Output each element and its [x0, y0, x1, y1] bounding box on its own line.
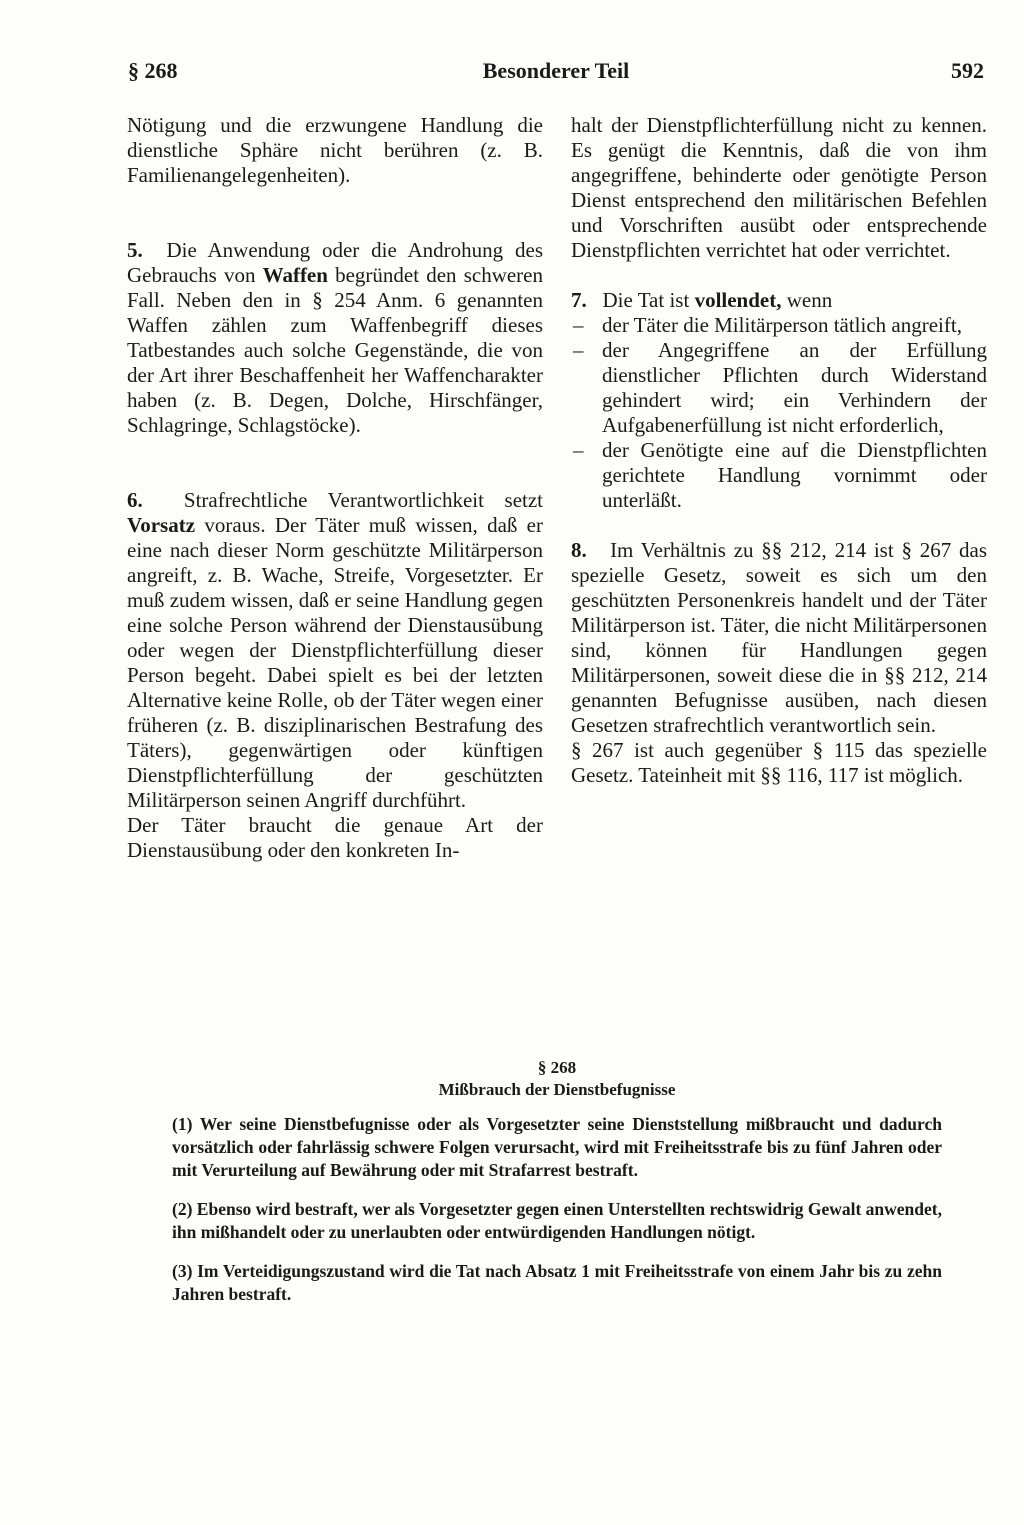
annotation-8-continued: § 267 ist auch gegenüber § 115 das spezielle Gesetz. Tateinheit mit §§ 116, 117 ist möglich.	[571, 738, 987, 787]
annotation-number: 6.	[127, 488, 143, 512]
list-item: – der Angegriffene an der Erfüllung dienstlicher Pflichten durch Widerstand gehindert wird; ein Verhindern der Aufgabenerfüllung ist nicht erforderlich,	[571, 338, 987, 438]
section-number: § 268	[537, 1058, 577, 1077]
annotation-text: Strafrechtliche Verantwortlichkeit setzt	[183, 488, 544, 512]
annotation-8	[571, 538, 987, 738]
left-column	[127, 113, 543, 863]
annotation-text: begründet den schweren Fall. Neben den in § 254 Anm. 6 genannten Waffen zählen zum Waffenbegriff dieses Tatbestandes auch solche Gegenstände, die von der Art ihrer Beschaffenheit her Waffencharakter haben (z. B. Degen, Dolche, Hirschfänger, Schlagringe, Schlagstöcke).	[127, 263, 543, 437]
annotation-text: Die Tat ist	[602, 288, 690, 312]
page-header	[128, 58, 984, 90]
statute-paragraph: (3) Im Verteidigungszustand wird die Tat nach Absatz 1 mit Freiheitsstrafe von einem Jahr bis zu zehn Jahren bestraft.	[172, 1261, 942, 1304]
condition-list	[571, 313, 987, 513]
header-section-number: § 268	[128, 58, 178, 83]
continued-paragraph: halt der Dienstpflichterfüllung nicht zu kennen. Es genügt die Kenntnis, daß die von ihm angegriffene, behinderte oder genötigte Person Dienst entsprechend den militärischen Befehlen und Vorschriften ausübt oder entsprechende Dienstpflichten verrichtet hat oder verrichtet.	[571, 113, 987, 262]
bold-term: Vorsatz	[127, 513, 196, 537]
statute-section	[172, 1057, 942, 1322]
annotation-6-continued: Der Täter braucht die genaue Art der Dienstausübung oder den konkreten In-	[127, 813, 543, 862]
page-number: 592	[951, 58, 984, 83]
list-item: – der Genötigte eine auf die Dienstpflichten gerichtete Handlung vornimmt oder unterläßt.	[571, 438, 987, 513]
annotation-5	[127, 238, 543, 438]
annotation-text: Die Anwendung oder die Androhung des Gebrauchs von	[127, 238, 544, 287]
list-item: – der Täter die Militärperson tätlich angreift,	[571, 313, 987, 338]
annotation-text: Im Verhältnis zu §§ 212, 214 ist § 267 das spezielle Gesetz, soweit es sich um den geschützten Personenkreis handelt und der Täter Militärperson ist. Täter, die nicht Militärpersonen sind, können für Handlungen gegen Militärpersonen, soweit diese die in §§ 212, 214 genannten Befugnisse ausüben, nach diesen Gesetzen strafrechtlich verantwortlich sein.	[571, 538, 987, 737]
annotation-6	[127, 488, 543, 813]
statute-paragraph: (1) Wer seine Dienstbefugnisse oder als Vorgesetzter seine Dienststellung mißbraucht und dadurch vorsätzlich oder fahrlässig schwere Folgen verursacht, wird mit Freiheitsstrafe bis zu fünf Jahren oder mit Verurteilung auf Bewährung oder mit Strafarrest bestraft.	[172, 1114, 942, 1180]
statute-paragraph: (2) Ebenso wird bestraft, wer als Vorgesetzter gegen einen Unterstellten rechtswidrig Gewalt anwendet, ihn mißhandelt oder zu unerlaubten oder entwürdigenden Handlungen nötigt.	[172, 1199, 942, 1242]
annotation-text: wenn	[786, 288, 833, 312]
annotation-number: 5.	[127, 238, 143, 262]
bold-term: vollendet,	[694, 288, 782, 312]
running-title: Besonderer Teil	[482, 58, 630, 83]
right-column	[571, 113, 987, 788]
continued-paragraph: Nötigung und die erzwungene Handlung die dienstliche Sphäre nicht berühren (z. B. Familienangelegenheiten).	[127, 113, 543, 187]
bold-term: Waffen	[262, 263, 328, 287]
annotation-number: 7.	[571, 288, 587, 312]
section-title: Mißbrauch der Dienstbefugnisse	[438, 1080, 676, 1099]
annotation-7	[571, 288, 987, 313]
annotation-number: 8.	[571, 538, 587, 562]
annotation-text: voraus. Der Täter muß wissen, daß er eine nach dieser Norm geschützte Militärperson angreift, z. B. Wache, Streife, Vorgesetzter. Er muß zudem wissen, daß er seine Handlung gegen eine solche Person während der Dienstausübung oder wegen der Dienstpflichterfüllung dieser Person begeht. Dabei spielt es bei der letzten Alternative keine Rolle, ob der Täter wegen einer früheren (z. B. disziplinarischen Bestrafung des Täters), gegenwärtigen oder künftigen Dienstpflichterfüllung der geschützten Militärperson seinen Angriff durchführt.	[127, 513, 543, 812]
